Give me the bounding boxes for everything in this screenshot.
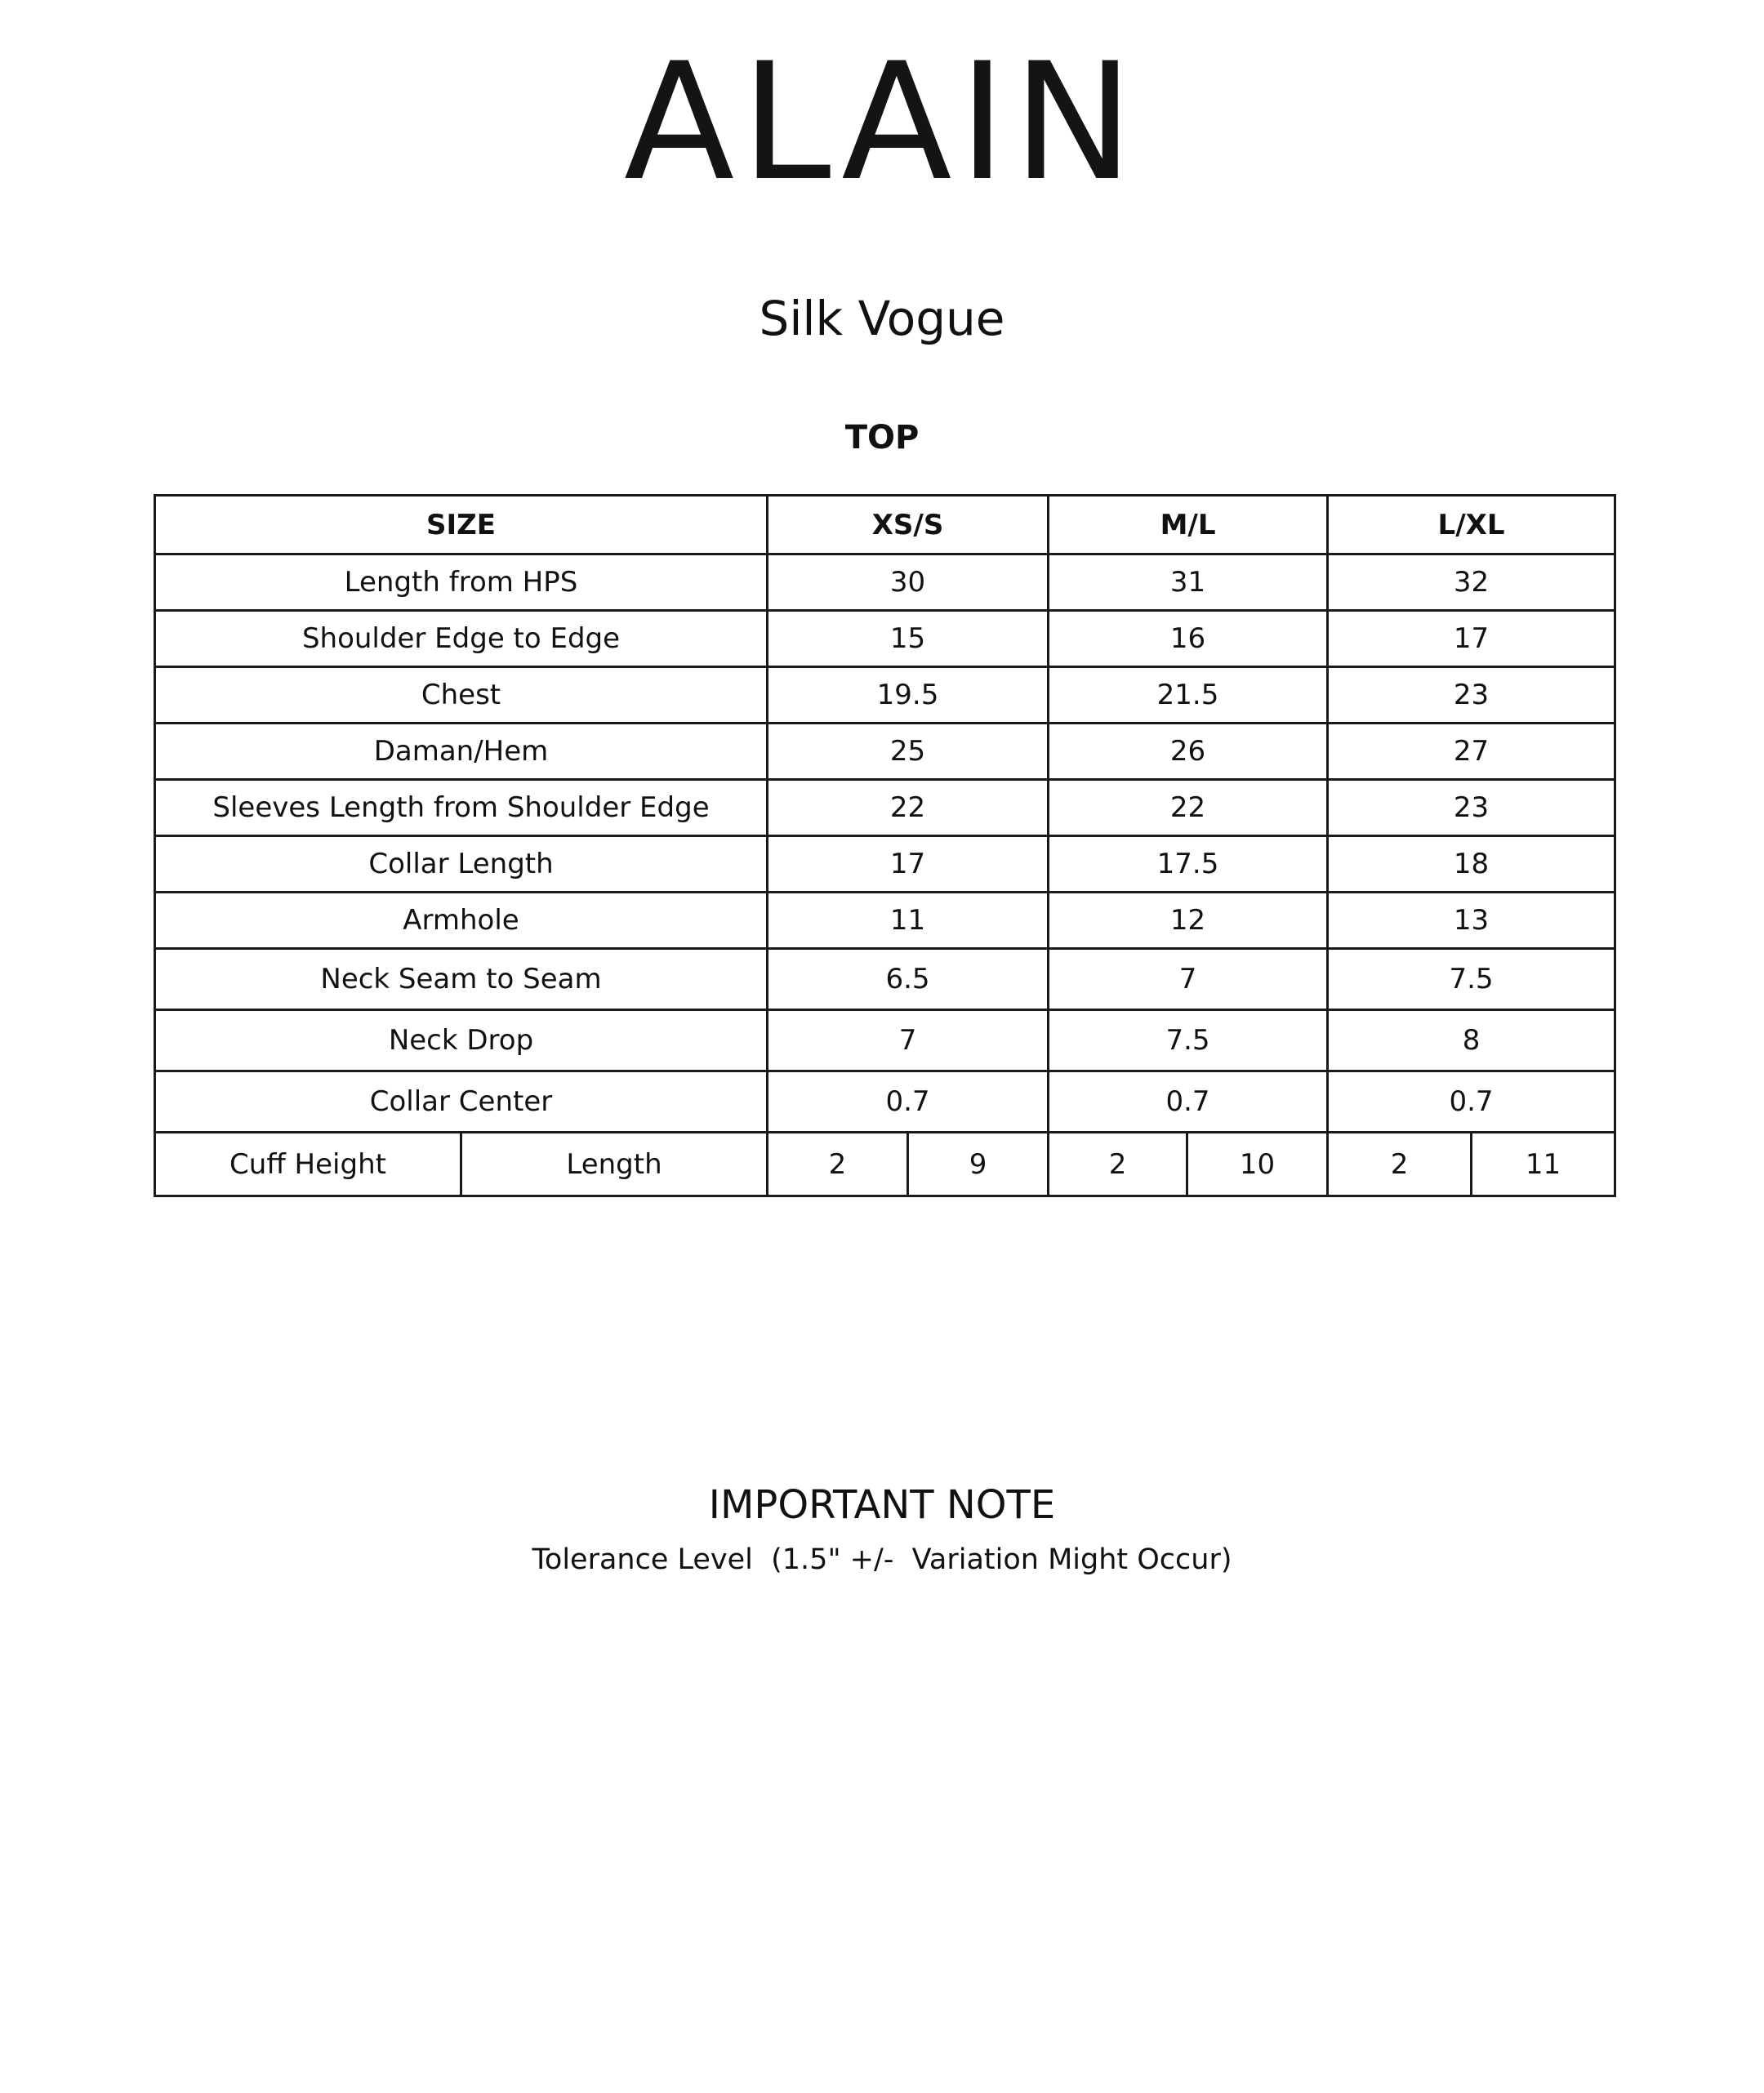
table-row [155,949,1615,1010]
note-title: IMPORTANT NOTE [708,1482,1056,1528]
table-row [155,836,1615,893]
cuff-length-label: Length [461,1133,768,1196]
brand-logo: ALAIN [623,28,1141,216]
cell-value: 0.7 [768,1071,1049,1133]
cuff-row [155,1133,1615,1196]
header-size: SIZE [155,496,768,554]
row-label: Sleeves Length from Shoulder Edge [155,780,768,836]
cell-value: 8 [1328,1010,1615,1071]
collection-title: Silk Vogue [759,291,1005,346]
cell-value: 17 [1328,611,1615,667]
cell-value: 7 [768,1010,1049,1071]
cuff-length-value: 11 [1472,1133,1615,1196]
cell-value: 19.5 [768,667,1049,724]
cell-value: 13 [1328,893,1615,949]
cell-value: 21.5 [1049,667,1328,724]
cell-value: 15 [768,611,1049,667]
cell-value: 7.5 [1049,1010,1328,1071]
cuff-length-value: 10 [1187,1133,1328,1196]
table-row [155,1071,1615,1133]
table-row [155,724,1615,780]
header-row [155,496,1615,554]
cell-value: 16 [1049,611,1328,667]
cell-value: 7 [1049,949,1328,1010]
row-label: Neck Seam to Seam [155,949,768,1010]
cell-value: 6.5 [768,949,1049,1010]
header-xs-s: XS/S [768,496,1049,554]
cuff-height-value: 2 [1328,1133,1472,1196]
note-text: Tolerance Level (1.5" +/- Variation Might Occur) [532,1543,1232,1576]
cell-value: 11 [768,893,1049,949]
table-row [155,611,1615,667]
table-row [155,667,1615,724]
cell-value: 17 [768,836,1049,893]
cuff-length-value: 9 [908,1133,1049,1196]
cell-value: 23 [1328,667,1615,724]
size-chart-table [154,494,1616,1197]
table-row [155,780,1615,836]
cuff-height-value: 2 [768,1133,908,1196]
cell-value: 22 [768,780,1049,836]
cell-value: 0.7 [1328,1071,1615,1133]
header-m-l: M/L [1049,496,1328,554]
cell-value: 32 [1328,554,1615,611]
cell-value: 23 [1328,780,1615,836]
row-label: Daman/Hem [155,724,768,780]
cell-value: 18 [1328,836,1615,893]
section-title: TOP [844,419,920,456]
cell-value: 22 [1049,780,1328,836]
cell-value: 26 [1049,724,1328,780]
cuff-height-value: 2 [1049,1133,1187,1196]
cell-value: 25 [768,724,1049,780]
cell-value: 17.5 [1049,836,1328,893]
row-label: Shoulder Edge to Edge [155,611,768,667]
cell-value: 0.7 [1049,1071,1328,1133]
cell-value: 30 [768,554,1049,611]
header-l-xl: L/XL [1328,496,1615,554]
row-label: Collar Length [155,836,768,893]
cell-value: 31 [1049,554,1328,611]
cuff-height-label: Cuff Height [155,1133,461,1196]
row-label: Armhole [155,893,768,949]
row-label: Collar Center [155,1071,768,1133]
cell-value: 7.5 [1328,949,1615,1010]
table-row [155,554,1615,611]
cell-value: 27 [1328,724,1615,780]
row-label: Chest [155,667,768,724]
table-row [155,1010,1615,1071]
cell-value: 12 [1049,893,1328,949]
row-label: Length from HPS [155,554,768,611]
row-label: Neck Drop [155,1010,768,1071]
table-row [155,893,1615,949]
